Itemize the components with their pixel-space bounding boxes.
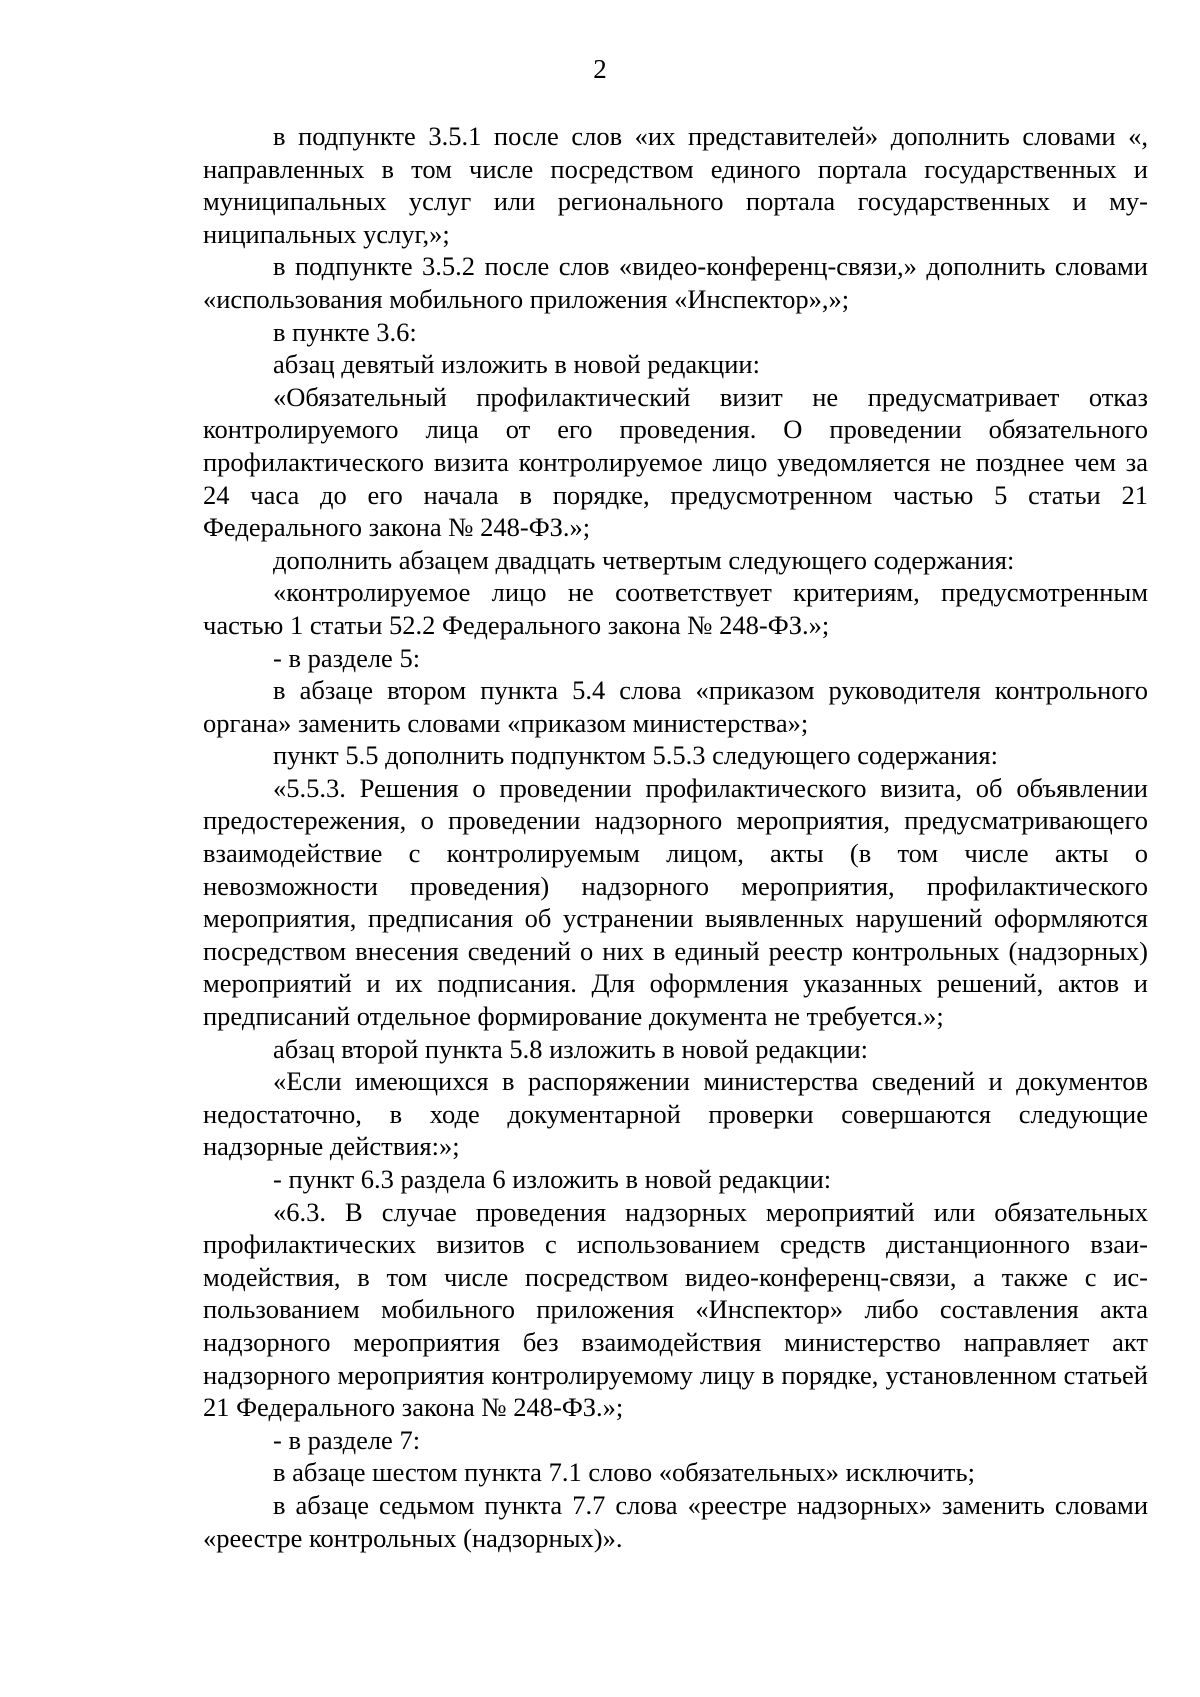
paragraph: «Обязательный профилактический визит не предусматривает отказ контролируемого лица от его проведения. О проведении обязательного профилактического визита контролируемое лицо уведомляется не позднее чем за 24 часа до его начала в порядке, предусмотренном частью 5 статьи 21 Федерального закона № 248-ФЗ.»; [203, 381, 1148, 543]
paragraph: в абзаце втором пункта 5.4 слова «приказом руководителя контрольного органа» заменить словами «приказом министерства»; [203, 675, 1148, 738]
paragraph: «6.3. В случае проведения надзорных мероприятий или обязательных профилактических визитов с использованием средств дистанционного взаимодействия, в том числе посредством видео-конференц-связи, а также с использованием мобильного приложения «Инспектор» либо составления акта надзорного мероприятия без взаимодействия министерство направляет акт надзорного мероприятия контролируемому лицу в порядке, установленном статьей 21 Федерального закона № 248-ФЗ.»; [203, 1196, 1148, 1423]
paragraph: «контролируемое лицо не соответствует критериям, предусмотренным частью 1 статьи 52.2 Федерального закона № 248-ФЗ.»; [203, 577, 1148, 640]
paragraph: - пункт 6.3 раздела 6 изложить в новой редакции: [273, 1164, 832, 1194]
paragraph: в абзаце седьмом пункта 7.7 слова «реестре надзорных» заменить словами «реестре контрольных (надзорных)». [203, 1489, 1148, 1553]
paragraph: абзац девятый изложить в новой редакции: [273, 349, 760, 380]
paragraph: «5.5.3. Решения о проведении профилактического визита, об объявлении предостережения, о проведении надзорного мероприятия, предусматривающего взаимодействие с контролируемым лицом, акты (в том числе акты о невозможности проведения) надзорного мероприятия, профилактического мероприятия, предписания об устранении выявленных нарушений оформляются посредством внесения сведений о них в единый реестр контрольных (надзорных) мероприятий и их подписания. Для оформления указанных решений, актов и предписаний отдельное формирование документа не требуется.»; [203, 772, 1148, 1032]
paragraph: абзац второй пункта 5.8 изложить в новой редакции: [273, 1033, 868, 1064]
paragraph: дополнить абзацем двадцать четвертым следующего содержания: [273, 544, 1015, 575]
paragraph: - в разделе 7: [273, 1424, 421, 1455]
paragraph: в абзаце шестом пункта 7.1 слово «обязательных» исключить; [273, 1457, 975, 1488]
paragraph: - в разделе 5: [273, 642, 421, 673]
page-number: 2 [593, 54, 607, 84]
paragraph: в подпункте 3.5.2 после слов «видео-конференц-связи,» дополнить словами «использования мобильного приложения «Инспектор»,»; [203, 251, 1148, 314]
paragraph: в подпункте 3.5.1 после слов «их представителей» дополнить словами «, направленных в том числе посредством единого портала государственных и муниципальных услуг или регионального портала государственных и муниципальных услуг,»; [203, 121, 1148, 249]
paragraph: «Если имеющихся в распоряжении министерства сведений и документов недостаточно, в ходе документарной проверки совершаются следующие надзорные действия:»; [203, 1066, 1148, 1162]
paragraph: пункт 5.5 дополнить подпунктом 5.5.3 следующего содержания: [273, 740, 998, 771]
document-body [203, 120, 1148, 1554]
paragraph: в пункте 3.6: [273, 316, 417, 347]
